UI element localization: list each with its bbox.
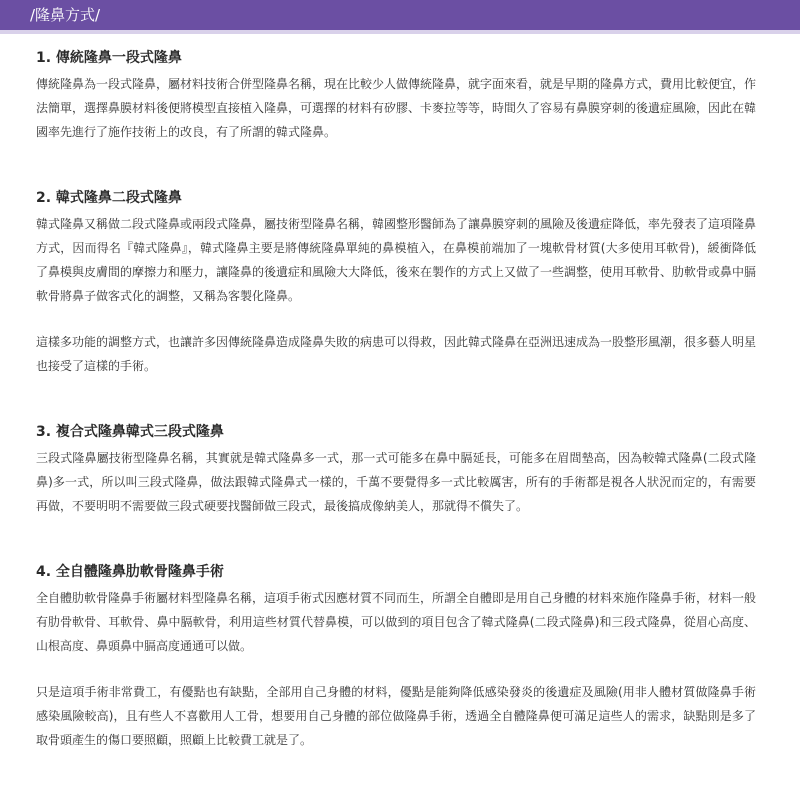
paragraph-spacer bbox=[36, 658, 756, 680]
section-paragraph: 韓式隆鼻又稱做二段式隆鼻或兩段式隆鼻，屬技術型隆鼻名稱，韓國整形醫師為了讓鼻膜穿刺的風險及後遺症降低，率先發表了這項隆鼻方式，因而得名『韓式隆鼻』，韓式隆鼻主要是將傳統隆鼻單純的鼻模植入，在鼻模前端加了一塊軟骨材質(大多使用耳軟骨)，緩衝降低了鼻模與皮膚間的摩擦力和壓力，讓隆鼻的後遺症和風險大大降低，後來在製作的方式上又做了一些調整，使用耳軟骨、肋軟骨或鼻中膈軟骨將鼻子做客式化的調整，又稱為客製化隆鼻。 bbox=[36, 217, 757, 303]
article-body bbox=[36, 48, 756, 752]
paragraph-spacer bbox=[36, 308, 756, 330]
section-korean bbox=[36, 188, 756, 378]
section-composite bbox=[36, 422, 756, 518]
section-spacer bbox=[36, 518, 756, 562]
section-spacer bbox=[36, 144, 756, 188]
section-paragraph: 全自體肋軟骨隆鼻手術屬材料型隆鼻名稱，這項手術式因應材質不同而生，所謂全自體即是用自己身體的材料來施作隆鼻手術，材料一般有肋骨軟骨、耳軟骨、鼻中膈軟骨，利用這些材質代替鼻模，可以做到的項目包含了韓式隆鼻(二段式隆鼻)和三段式隆鼻，從眉心高度、山根高度、鼻頭鼻中膈高度通通可以做。 bbox=[36, 591, 757, 653]
section-title: 4. 全自體隆鼻肋軟骨隆鼻手術 bbox=[36, 564, 224, 580]
section-autologous bbox=[36, 562, 756, 752]
section-spacer bbox=[36, 378, 756, 422]
page-header bbox=[0, 0, 800, 30]
section-title: 3. 複合式隆鼻韓式三段式隆鼻 bbox=[36, 424, 224, 440]
section-traditional bbox=[36, 48, 756, 144]
section-paragraph: 這樣多功能的調整方式，也讓許多因傳統隆鼻造成隆鼻失敗的病患可以得救，因此韓式隆鼻在亞洲迅速成為一股整形風潮，很多藝人明星也接受了這樣的手術。 bbox=[36, 335, 757, 373]
section-paragraph: 只是這項手術非常費工，有優點也有缺點，全部用自己身體的材料，優點是能夠降低感染發炎的後遺症及風險(用非人體材質做隆鼻手術感染風險較高)，且有些人不喜歡用人工骨，想要用自己身體的部位做隆鼻手術，透過全自體隆鼻便可滿足這些人的需求，缺點則是多了取骨頭產生的傷口要照顧，照顧上比較費工就是了。 bbox=[36, 685, 756, 747]
section-paragraph: 傳統隆鼻為一段式隆鼻，屬材料技術合併型隆鼻名稱，現在比較少人做傳統隆鼻，就字面來看，就是早期的隆鼻方式，費用比較便宜，作法簡單，選擇鼻膜材料後便將模型直接植入隆鼻，可選擇的材料有矽膠、卡麥拉等等，時間久了容易有鼻膜穿刺的後遺症風險，因此在韓國率先進行了施作技術上的改良，有了所謂的韓式隆鼻。 bbox=[36, 77, 757, 139]
section-title: 2. 韓式隆鼻二段式隆鼻 bbox=[36, 190, 182, 206]
section-paragraph: 三段式隆鼻屬技術型隆鼻名稱，其實就是韓式隆鼻多一式，那一式可能多在鼻中膈延長，可能多在眉間墊高，因為較韓式隆鼻(二段式隆鼻)多一式，所以叫三段式隆鼻，做法跟韓式隆鼻式一樣的，千萬不要覺得多一式比較厲害，所有的手術都是視各人狀況而定的，有需要再做，不要明明不需要做三段式硬要找醫師做三段式，最後搞成像納美人，那就得不償失了。 bbox=[36, 451, 756, 513]
header-divider bbox=[0, 30, 800, 34]
page-title: /隆鼻方式/ bbox=[30, 6, 101, 24]
section-title: 1. 傳統隆鼻一段式隆鼻 bbox=[36, 50, 182, 66]
